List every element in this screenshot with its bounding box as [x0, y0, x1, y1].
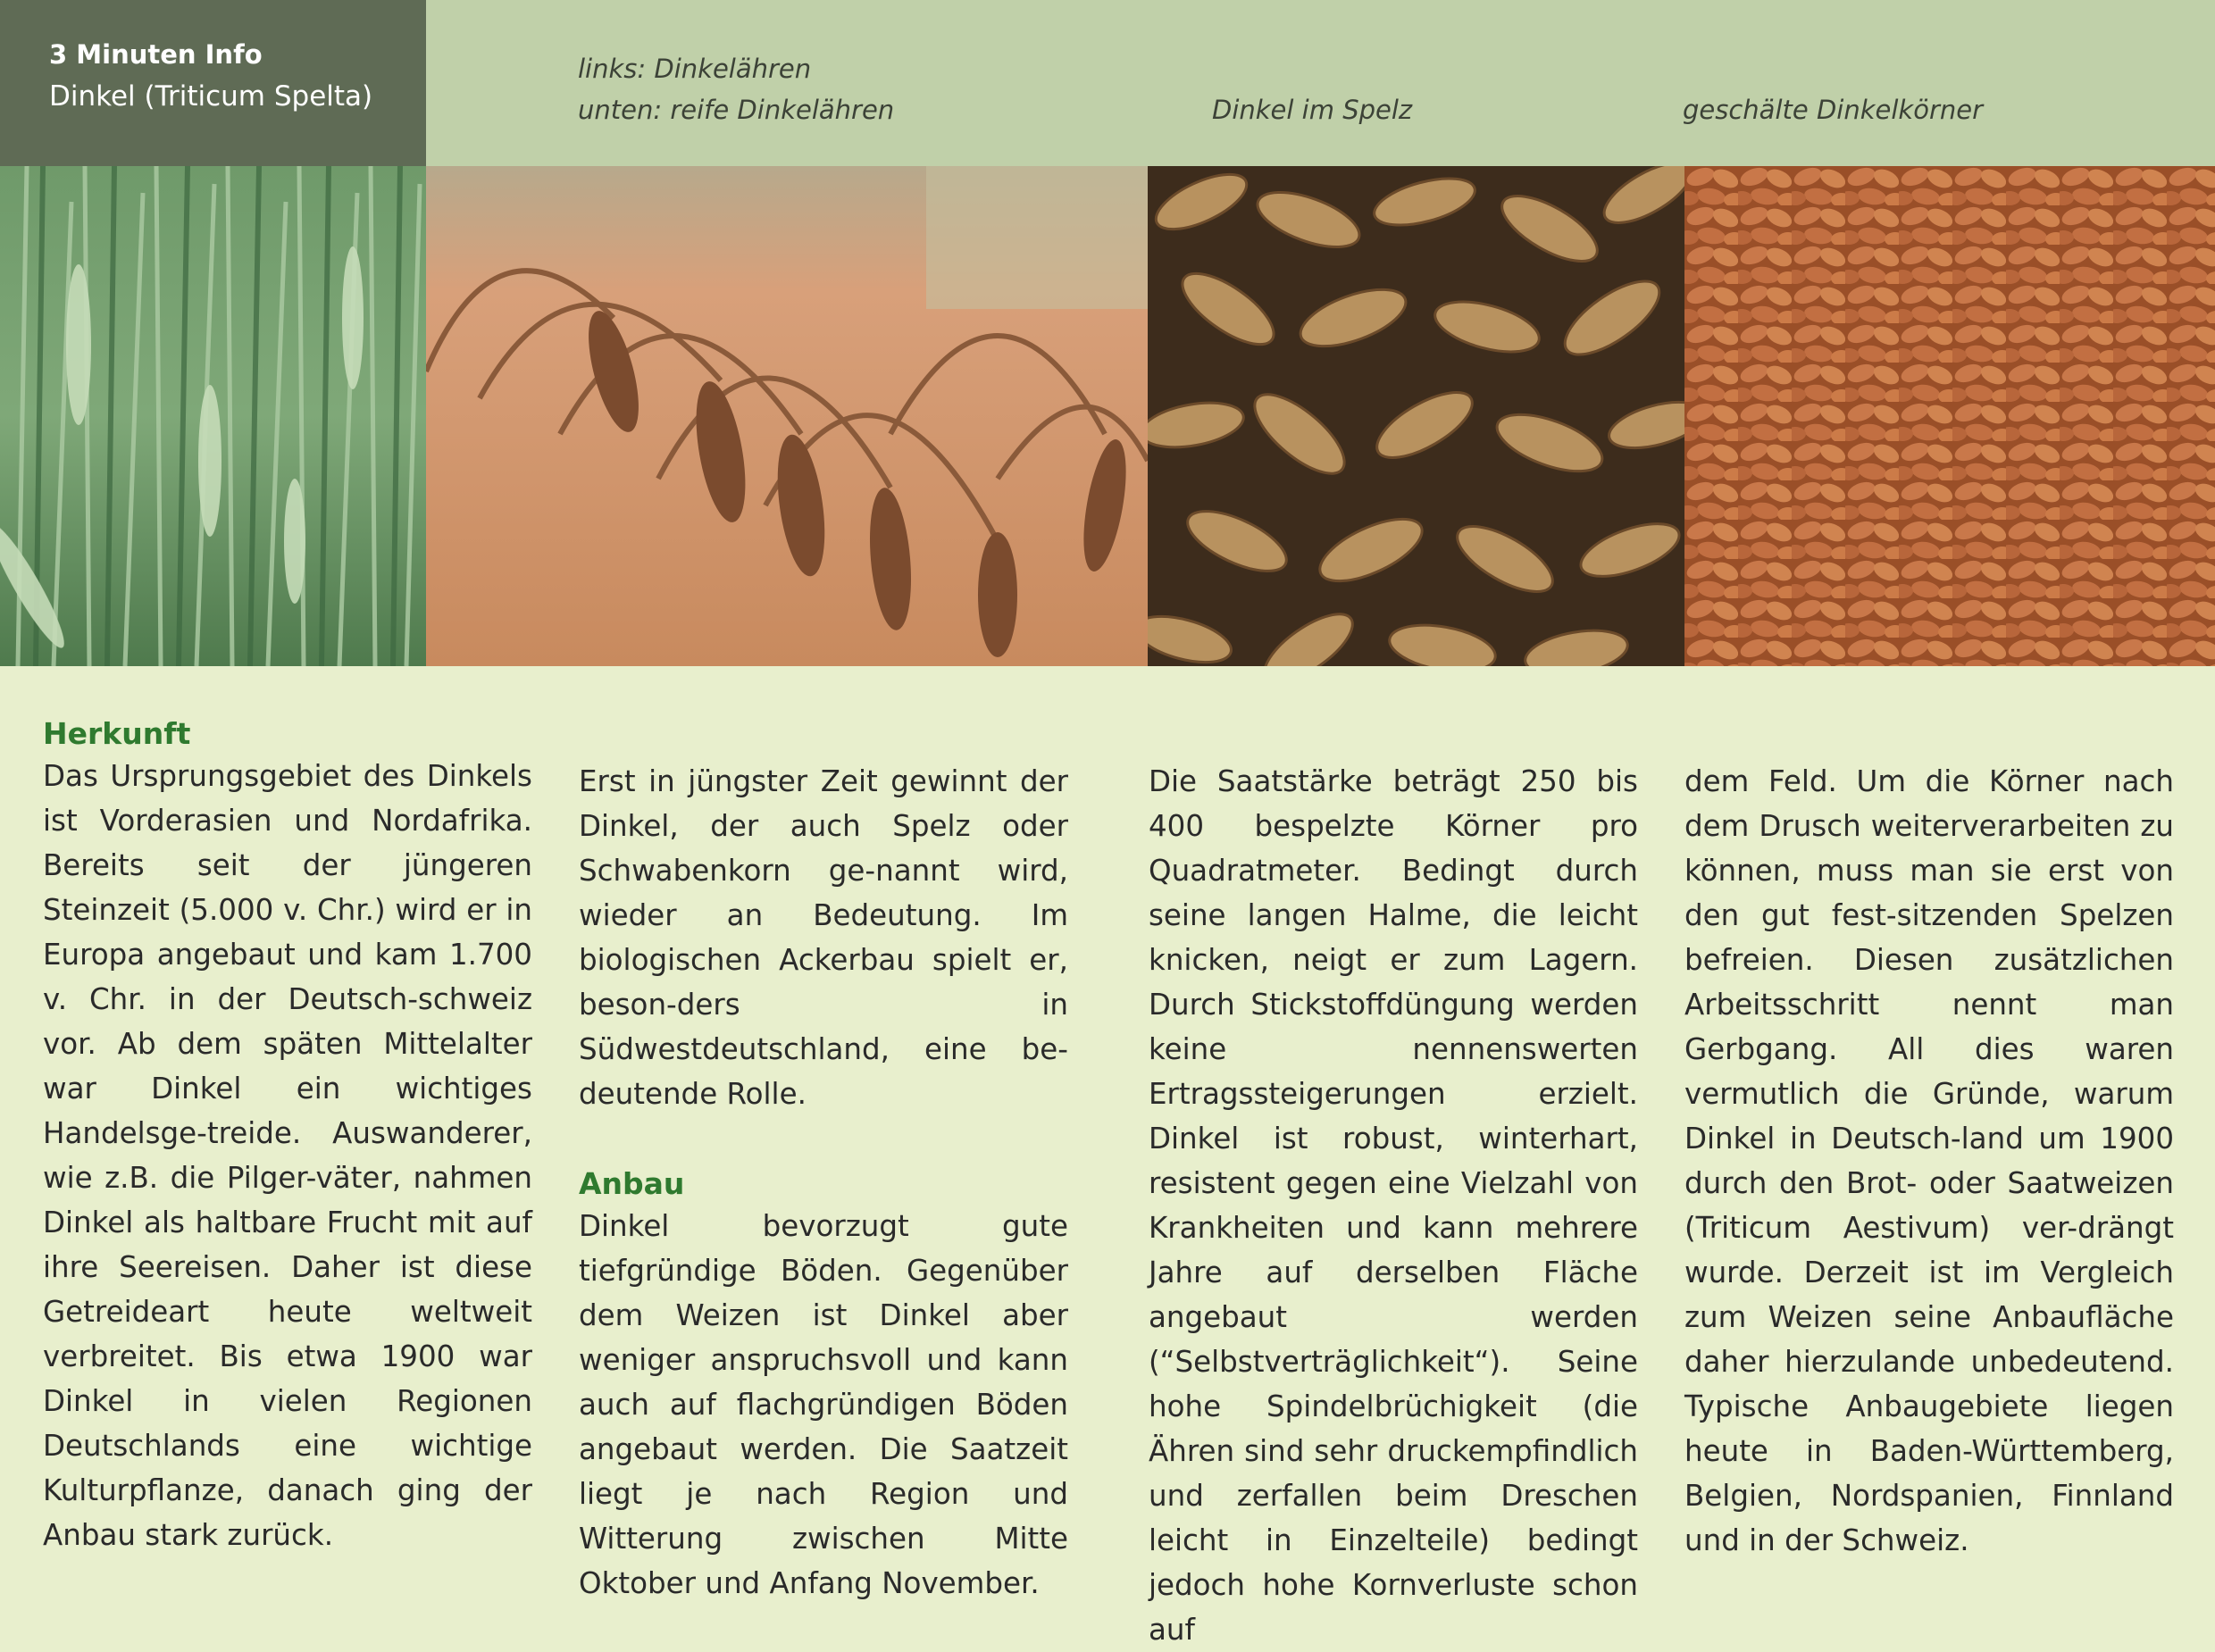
paragraph-anbau: Dinkel bevorzugt gute tiefgründige Böden. Gegenüber dem Weizen ist Dinkel aber weniger anspruchsvoll und kann auch auf flachgründigen Böden angebaut werden. Die Saatzeit liegt je nach Region und Witterung zwischen Mitte Oktober und Anfang November. — [579, 1209, 1068, 1600]
badge-title: 3 Minuten Info — [49, 39, 263, 70]
photo-ripe-spelt-ears — [426, 166, 1148, 666]
column-verarbeitung — [1684, 759, 2174, 1563]
photo-green-spelt-ears — [0, 166, 426, 666]
photo-hulled-spelt-kernels — [1684, 166, 2215, 666]
column-herkunft — [43, 714, 532, 1557]
paragraph-saatstaerke: Die Saatstärke beträgt 250 bis 400 bespelzte Körner pro Quadratmeter. Bedingt durch seine langen Halme, die leicht knicken, neigt er zum Lagern. Durch Stickstoffdüngung werden keine nennenswerten Ertragssteigerungen erzielt. Dinkel ist robust, winterhart, resistent gegen eine Vielzahl von Krankheiten und kann mehrere Jahre auf derselben Fläche angebaut werden (“Selbstverträglichkeit“). Seine hohe Spindelbrüchigkeit (die Ähren sind sehr druckempfindlich und zerfallen beim Dreschen leicht in Einzelteile) bedingt jedoch hohe Kornverluste schon auf — [1149, 764, 1638, 1647]
heading-anbau: Anbau — [579, 1166, 685, 1201]
paragraph-verarbeitung: dem Feld. Um die Körner nach dem Drusch weiterverarbeiten zu können, muss man sie erst von den gut fest-sitzenden Spelzen befreien. Diesen zusätzlichen Arbeitsschritt nennt man Gerbgang. All dies waren vermutlich die Gründe, warum Dinkel in Deutsch-land um 1900 durch den Brot- oder Saatweizen (Triticum Aestivum) ver-drängt wurde. Derzeit ist im Vergleich zum Weizen seine Anbaufläche daher hierzulande unbedeutend. Typische Anbaugebiete liegen heute in Baden-Württemberg, Belgien, Nordspanien, Finnland und in der Schweiz. — [1684, 764, 2174, 1557]
column-saatstaerke — [1149, 759, 1638, 1652]
paragraph-bedeutung: Erst in jüngster Zeit gewinnt der Dinkel, der auch Spelz oder Schwabenkorn ge-nannt wird, wieder an Bedeutung. Im biologischen Ackerbau spielt er, beson-ders in Südwestdeutschland, eine be-deutende Rolle. — [579, 764, 1068, 1111]
info-badge — [0, 0, 426, 166]
caption-left-line1: links: Dinkelähren — [578, 54, 812, 84]
caption-left-line2: unten: reife Dinkelähren — [578, 95, 895, 125]
caption-right: geschälte Dinkelkörner — [1683, 95, 1984, 125]
heading-herkunft: Herkunft — [43, 716, 191, 751]
photo-spelt-in-husk — [1148, 166, 1684, 666]
column-bedeutung-anbau — [579, 759, 1068, 1606]
caption-middle: Dinkel im Spelz — [1212, 95, 1413, 125]
badge-subtitle: Dinkel (Triticum Spelta) — [49, 80, 373, 113]
paragraph-herkunft: Das Ursprungsgebiet des Dinkels ist Vorderasien und Nordafrika. Bereits seit der jüngeren Steinzeit (5.000 v. Chr.) wird er in Europa angebaut und kam 1.700 v. Chr. in der Deutsch-schweiz vor. Ab dem späten Mittelalter war Dinkel ein wichtiges Handelsge-treide. Auswanderer, wie z.B. die Pilger-väter, nahmen Dinkel als haltbare Frucht mit auf ihre Seereisen. Daher ist diese Getreideart heute weltweit verbreitet. Bis etwa 1900 war Dinkel in vielen Regionen Deutschlands eine wichtige Kulturpflanze, danach ging der Anbau stark zurück. — [43, 759, 532, 1552]
